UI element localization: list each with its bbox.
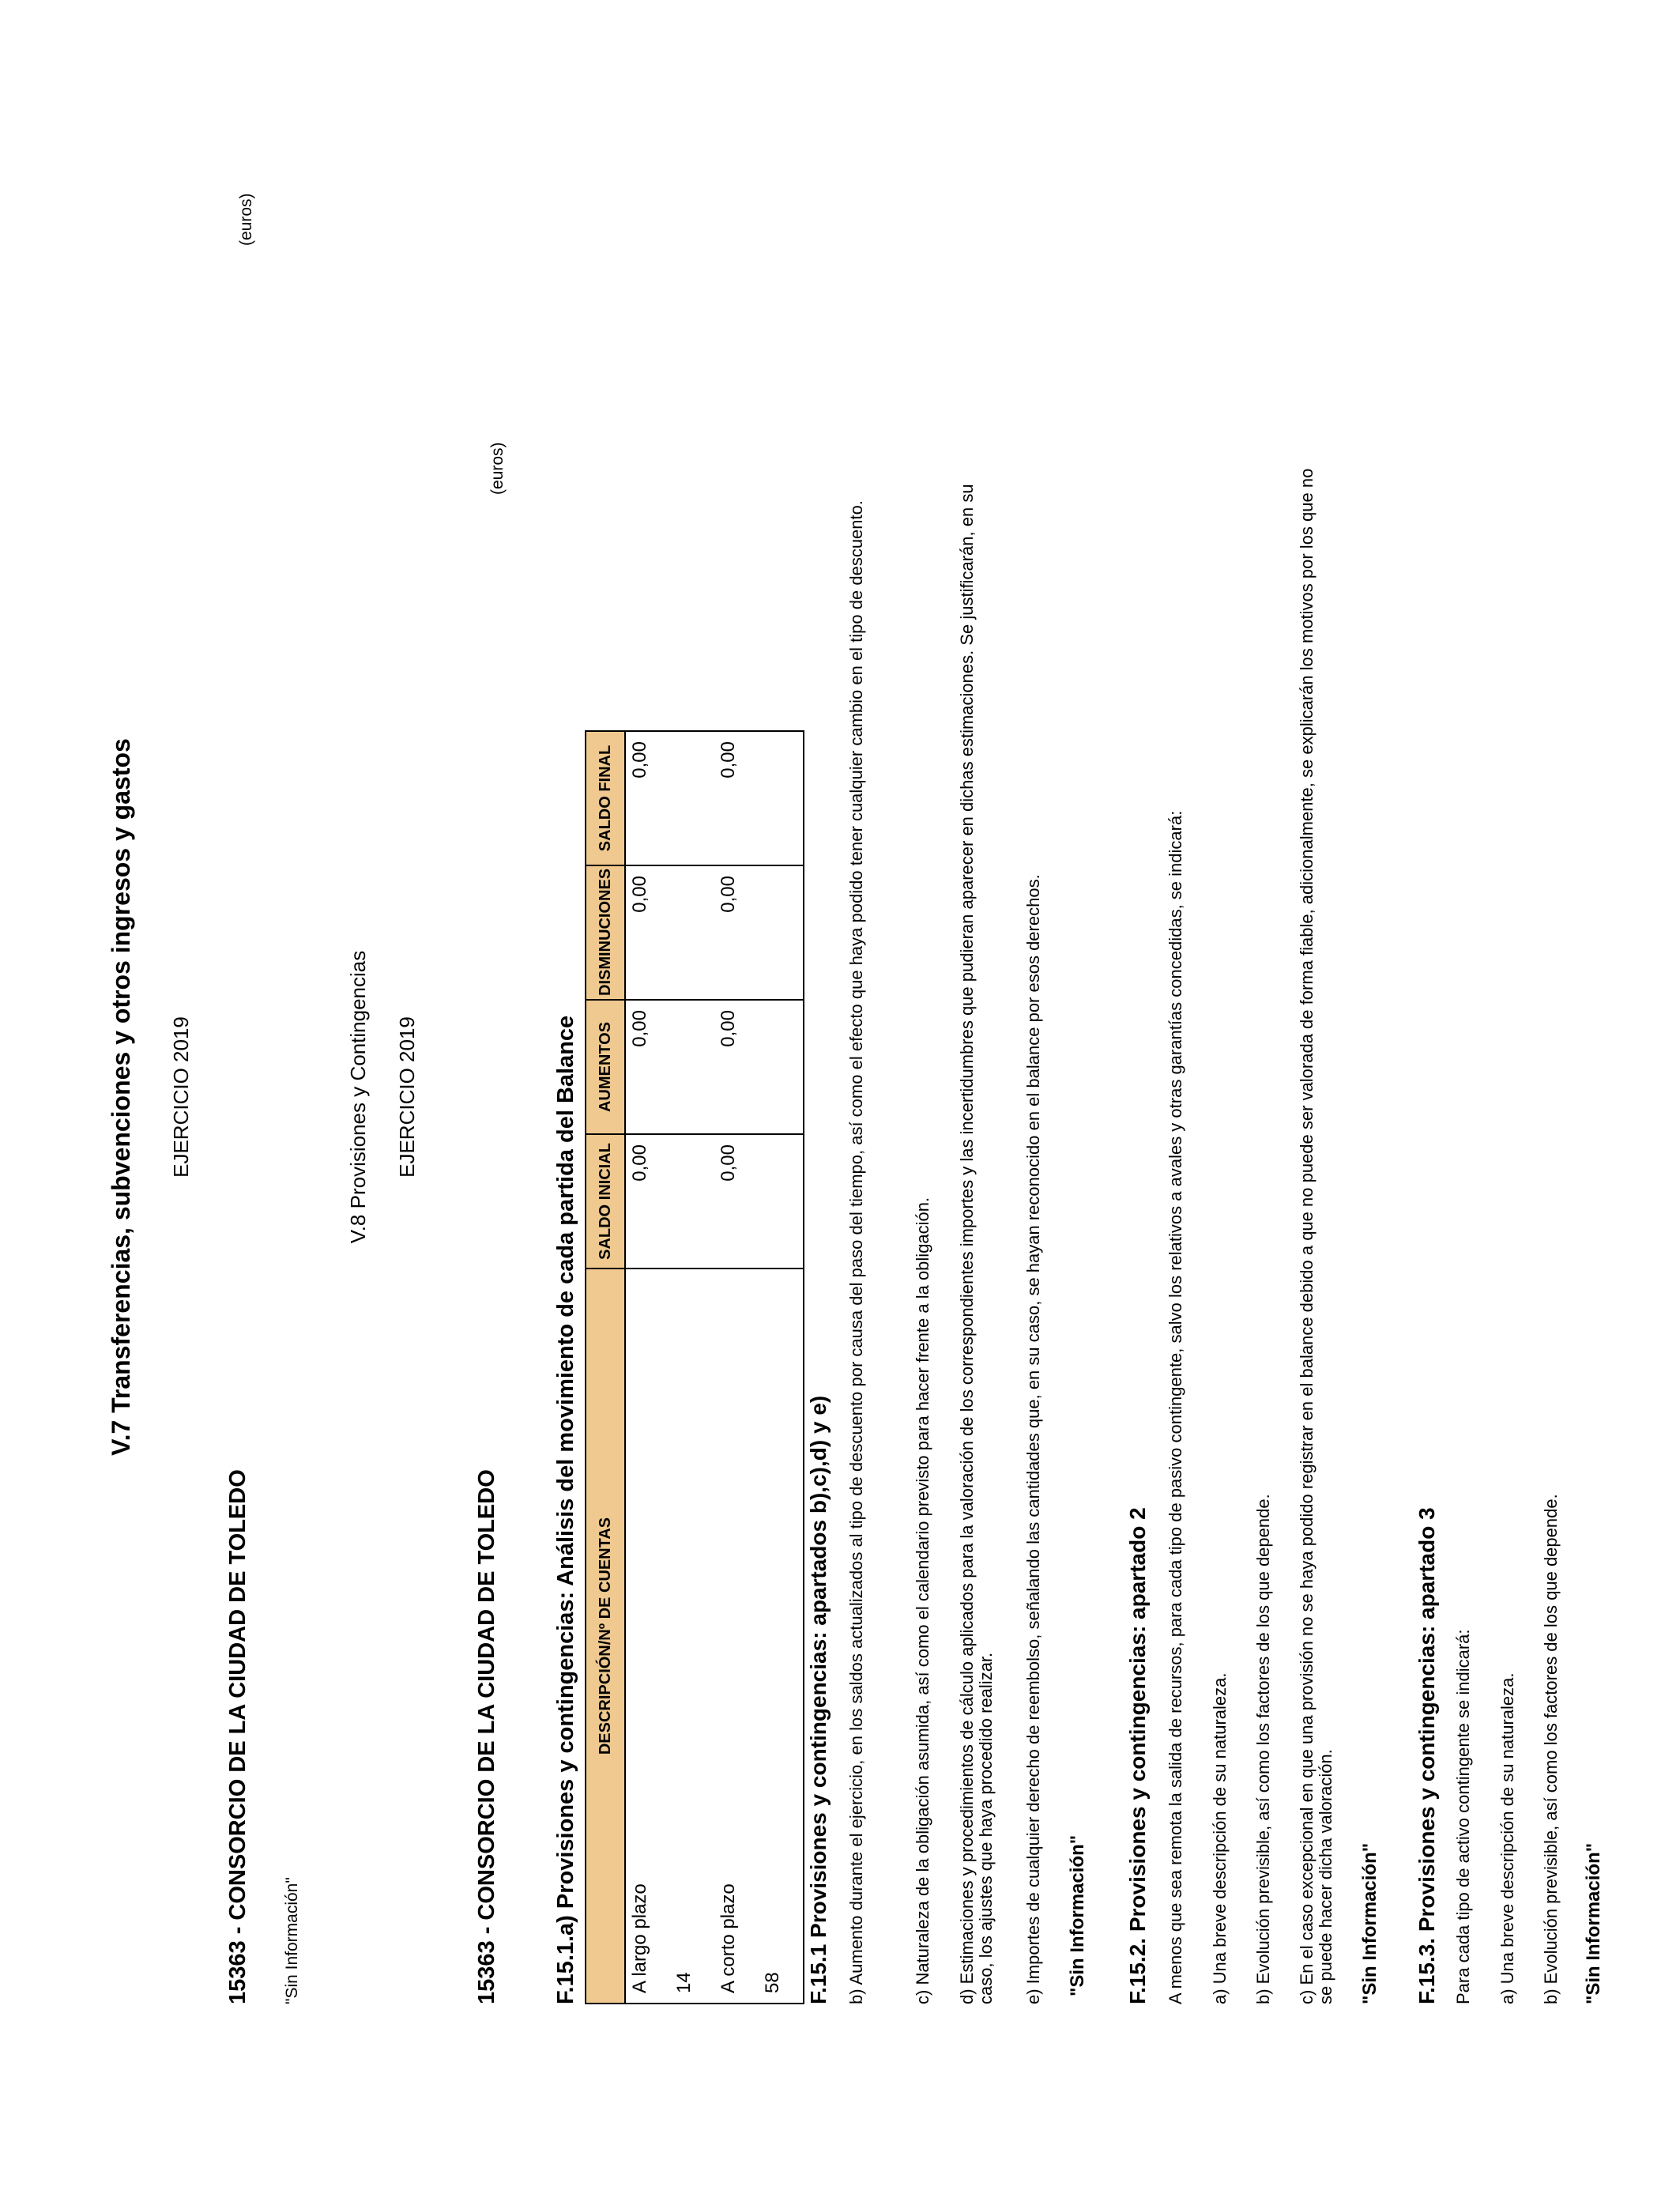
f152-no-info: "Sin Información" — [1359, 1842, 1381, 2004]
row-disminuciones: 0,00 — [714, 865, 759, 1000]
f151-no-info: "Sin Información" — [1067, 1834, 1088, 1996]
row-saldo-inicial: 0,00 — [714, 1134, 759, 1269]
f151-c: c) Naturaleza de la obligación asumida, así como el calendario previsto para hacer frente a la obligación. — [913, 1197, 932, 2004]
row-code: 58 — [759, 1269, 804, 2004]
v8-entity: 15363 - CONSORCIO DE LA CIUDAD DE TOLEDO — [474, 1469, 499, 2004]
col-header-disminuciones: DISMINUCIONES — [586, 865, 625, 1000]
row-disminuciones: 0,00 — [625, 865, 670, 1000]
row-aumentos: 0,00 — [714, 1000, 759, 1134]
f153-a: a) Una breve descripción de su naturaleza. — [1497, 1672, 1517, 2004]
table-row — [625, 731, 670, 2004]
f153-no-info: "Sin Información" — [1583, 1842, 1604, 2004]
v7-title: V.7 Transferencias, subvenciones y otros ingresos y gastos — [107, 738, 135, 1456]
row-aumentos: 0,00 — [625, 1000, 670, 1134]
table-row — [670, 731, 714, 2004]
v8-ejercicio: EJERCICIO 2019 — [395, 1016, 419, 1178]
col-header-saldo-final: SALDO FINAL — [586, 731, 625, 865]
f151-e: e) Importes de cualquier derecho de reembolso, señalando las cantidades que, en su caso, se hayan reconocido en el balance por esos derechos. — [1023, 874, 1043, 2004]
f153-title: F.15.3. Provisiones y contingencias: apartado 3 — [1414, 1507, 1439, 2004]
table-row — [759, 731, 804, 2004]
f152-intro: A menos que sea remota la salida de recursos, para cada tipo de pasivo contingente, salvo los relativos a avales y otras garantías concedidas, se indicará: — [1166, 810, 1185, 2004]
provisions-table — [585, 730, 804, 2004]
f152-c: c) En el caso excepcional en que una provisión no se haya podido registrar en el balance debido a que no puede ser valorada de forma fiable, adicionalmente, se explicarán los motivos por los que no se puede hacer dicha valoración. — [1297, 468, 1335, 2004]
table-header-row — [586, 731, 625, 2004]
v7-units: (euros) — [237, 193, 255, 246]
col-header-aumentos: AUMENTOS — [586, 1000, 625, 1134]
row-saldo-final: 0,00 — [714, 731, 759, 865]
row-saldo-inicial: 0,00 — [625, 1134, 670, 1269]
f153-intro: Para cada tipo de activo contingente se indicará: — [1453, 1629, 1473, 2004]
col-header-desc: DESCRIPCIÓN/Nº DE CUENTAS — [586, 1269, 625, 2004]
f151-b: b) Aumento durante el ejercicio, en los saldos actualizados al tipo de descuento por causa del paso del tiempo, así como el efecto que haya podido tener cualquier cambio en el tipo de descuento. — [846, 500, 866, 2004]
v7-no-info: "Sin Información" — [283, 1877, 301, 2004]
v7-entity: 15363 - CONSORCIO DE LA CIUDAD DE TOLEDO — [225, 1469, 250, 2004]
row-code: 14 — [670, 1269, 714, 2004]
row-desc: A corto plazo — [714, 1269, 759, 2004]
row-saldo-final: 0,00 — [625, 731, 670, 865]
table-title: F.15.1.a) Provisiones y contingencias: Análisis del movimiento de cada partida del Balance — [553, 1015, 578, 2004]
col-header-saldo-inicial: SALDO INICIAL — [586, 1134, 625, 1269]
row-desc: A largo plazo — [625, 1269, 670, 2004]
f151-title: F.15.1 Provisiones y contingencias: apartados b),c),d) y e) — [806, 1395, 831, 2004]
v8-units: (euros) — [488, 442, 507, 495]
v7-ejercicio: EJERCICIO 2019 — [169, 1016, 193, 1178]
f151-d: d) Estimaciones y procedimientos de cálculo aplicados para la valoración de los correspondientes importes y las incertidumbres que pudieran aparecer en dichas estimaciones. Se justificarán, en su caso, los ajustes que haya procedido realizar. — [957, 484, 996, 2004]
f152-title: F.15.2. Provisiones y contingencias: apartado 2 — [1125, 1507, 1150, 2004]
f153-b: b) Evolución previsible, así como los factores de los que depende. — [1541, 1494, 1561, 2004]
f152-a: a) Una breve descripción de su naturaleza. — [1210, 1672, 1230, 2004]
f152-b: b) Evolución previsible, así como los factores de los que depende. — [1253, 1494, 1273, 2004]
v8-title: V.8 Provisiones y Contingencias — [346, 950, 370, 1244]
table-row — [714, 731, 759, 2004]
